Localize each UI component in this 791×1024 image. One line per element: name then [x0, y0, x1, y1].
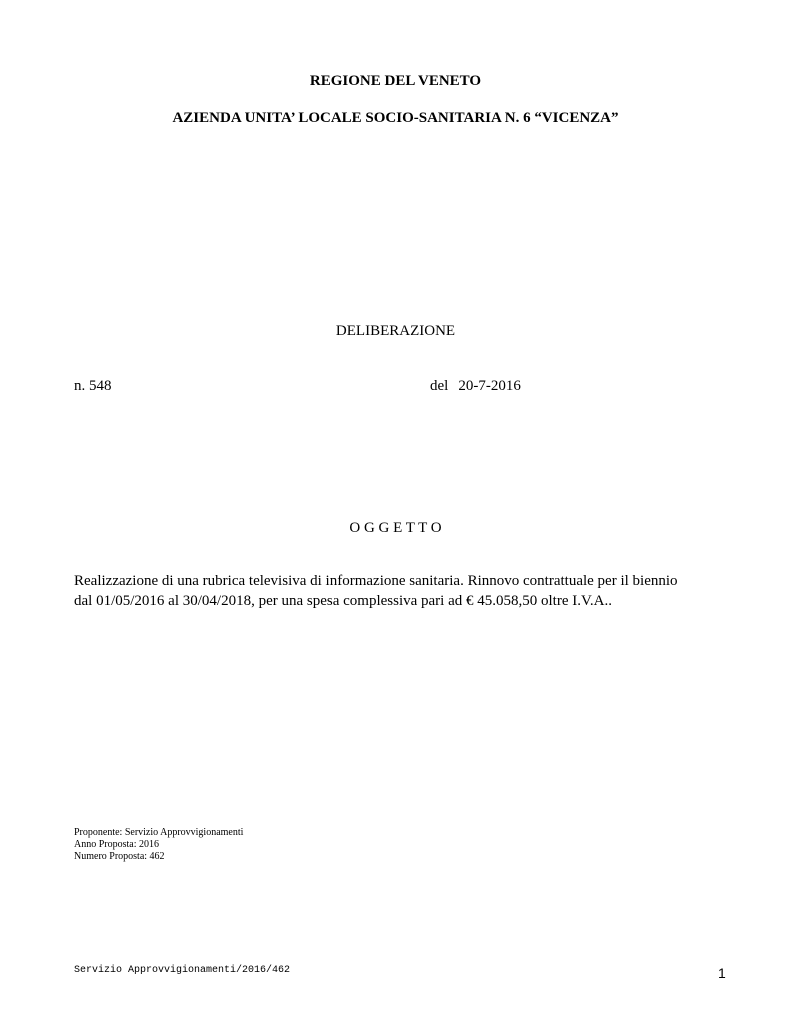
- deliberation-number: n. 548: [74, 378, 112, 394]
- date-label: del: [430, 378, 449, 394]
- region-heading: REGIONE DEL VENETO: [309, 73, 482, 89]
- agency-heading: AZIENDA UNITA’ LOCALE SOCIO-SANITARIA N. 6 “VICENZA”: [172, 110, 619, 126]
- deliberation-date: 20-7-2016: [458, 378, 521, 394]
- page-number: 1: [718, 965, 726, 981]
- subject-line-2: dal 01/05/2016 al 30/04/2018, per una spesa complessiva pari ad € 45.058,50 oltre I.V.A..: [74, 593, 612, 609]
- proposal-year-text: Anno Proposta: 2016: [74, 839, 159, 850]
- deliberation-date-block: [430, 378, 521, 395]
- subject-line-1: Realizzazione di una rubrica televisiva di informazione sanitaria. Rinnovo contrattuale per il biennio: [74, 573, 678, 589]
- proponent-text: Proponente: Servizio Approvvigionamenti: [74, 827, 244, 838]
- subject-heading: O G G E T T O: [349, 520, 442, 536]
- document-type-label: DELIBERAZIONE: [335, 323, 456, 339]
- proposal-metadata: [74, 827, 243, 863]
- footer-code: Servizio Approvvigionamenti/2016/462: [74, 965, 291, 976]
- proposal-number-text: Numero Proposta: 462: [74, 851, 165, 862]
- subject-text: [74, 571, 734, 611]
